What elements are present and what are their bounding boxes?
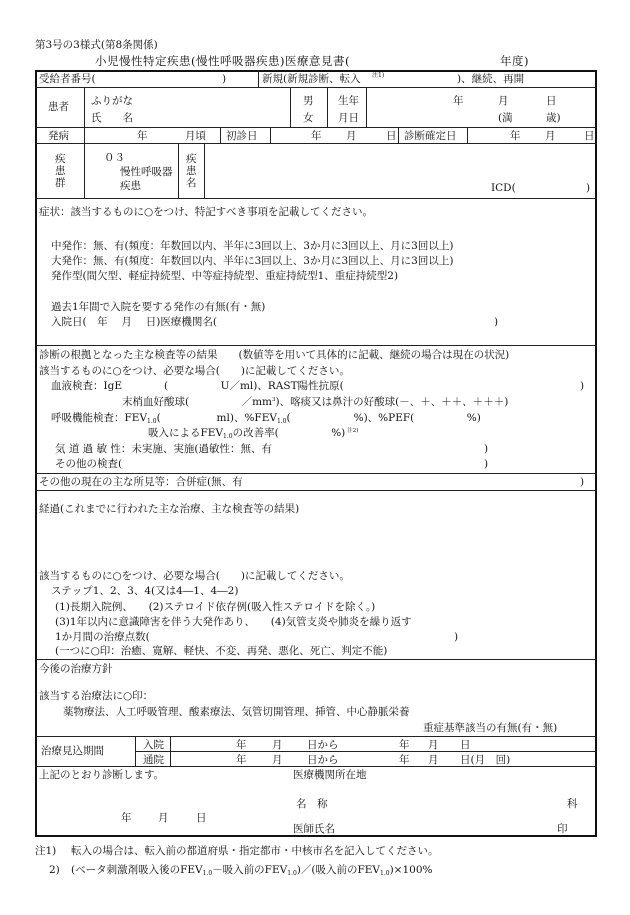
rule	[220, 127, 221, 143]
rule	[35, 736, 597, 737]
doctor-name-label: 医師氏名	[293, 823, 335, 835]
birth-month-unit: 月	[498, 95, 509, 107]
furigana-label: ふりがな	[91, 95, 133, 107]
outpatient-to-year: 年	[399, 754, 410, 766]
blood-test-close: )	[580, 380, 585, 392]
other-tests: その他の検査(	[55, 458, 123, 470]
first-visit-label: 初診日	[226, 130, 258, 142]
tests-instruction: 該当するものに○をつけ、必要な場合( )に記載してください。	[39, 365, 350, 377]
course-title: 経過(これまでに行われた主な治療、主な検査等の結果)	[39, 503, 300, 515]
patient-label: 患者	[48, 101, 69, 113]
birth-year-unit: 年	[453, 95, 464, 107]
inpatient-to-month: 月	[428, 739, 439, 751]
diagnosis-day: 日	[584, 130, 595, 142]
rule	[35, 490, 597, 491]
disease-group-name: 慢性呼吸器	[120, 166, 173, 178]
rule	[35, 659, 597, 660]
rule	[467, 127, 468, 143]
note1-text: 転入の場合は、転入前の都道府県・指定都市・中核市名を記入してください。	[71, 845, 439, 857]
onset-label: 発病	[48, 130, 69, 142]
rule	[290, 87, 291, 127]
outpatient-from-day: 日から	[307, 754, 339, 766]
treatment-step: ステップ1、2、3、4(又は4―1、4―2)	[51, 585, 239, 597]
rule	[135, 751, 597, 752]
disease-name-label: 名	[186, 177, 197, 189]
new-application-label: 新規(新規診断、転入	[262, 73, 361, 85]
rule	[135, 736, 136, 766]
disease-group-code: ０３	[104, 152, 125, 164]
course-item-3-4: (3)1年以内に意識障害を伴う大発作あり、 (4)気管支炎や肺炎を繰り返す	[55, 616, 412, 628]
seal-label: 印	[557, 823, 568, 835]
onset-year-unit: 年	[137, 130, 148, 142]
admission-date: 入院日( 年 月 日)医療機関名(	[51, 316, 217, 328]
rule	[35, 198, 597, 199]
outpatient-from-month: 月	[272, 754, 283, 766]
admission-close: )	[494, 316, 499, 328]
inpatient-from-month: 月	[272, 739, 283, 751]
outpatient-to-day-times: 日(月 回)	[460, 754, 511, 766]
course-instruction: 該当するものに○をつけ、必要な場合( )に記載してください。	[39, 570, 350, 582]
eosinophil-test: 末梢血好酸球( $/mm^3$)、喀痰又は鼻汁の好酸球(－、＋、＋＋、＋＋＋)	[122, 396, 509, 408]
severe-attack: 大発作：無、有(頻度：年数回以内、半年に3回以上、3か月に3回以上、月に3回以上)	[51, 255, 454, 267]
plan-methods-intro: 該当する治療法に○印：	[39, 690, 154, 702]
symptoms-intro: 症状：該当するものに○をつけ、特記すべき事項を記載してください。	[39, 206, 374, 218]
icd-close: )	[586, 182, 591, 194]
institution-address-label: 医療機関所在地	[293, 769, 367, 781]
moderate-attack: 中発作：無、有(頻度：年数回以内、半年に3回以上、3か月に3回以上、月に3回以上)	[51, 240, 454, 252]
rule	[270, 127, 271, 143]
disease-group-label: 群	[55, 177, 66, 189]
birth-day-unit: 日	[546, 95, 557, 107]
outpatient-label: 通院	[143, 754, 164, 766]
inhalation-improvement: 吸入による$FEV_{1.0}$の改善率( %) $^{注2)}$	[148, 427, 359, 440]
rule	[178, 143, 179, 198]
treatment-period-label: 治療見込期間	[41, 745, 104, 757]
institution-name-label: 名 称	[296, 798, 328, 810]
disease-group-label: 患	[55, 165, 66, 177]
rule	[35, 143, 597, 144]
other-findings-close: )	[580, 476, 585, 488]
continuation-options: )、継続、再開	[457, 73, 525, 85]
icd-label: ICD(	[491, 182, 516, 194]
outpatient-to-month: 月	[428, 754, 439, 766]
disease-name-label: 患	[186, 165, 197, 177]
rule	[35, 473, 597, 474]
airway-hypersensitivity: 気 道 過 敏 性：未実施、実施(過敏性：無、有	[55, 443, 272, 455]
age-close: 歳)	[546, 112, 561, 124]
first-visit-month: 月	[346, 130, 357, 142]
sex-male[interactable]: 男	[303, 95, 314, 107]
sex-female[interactable]: 女	[303, 112, 314, 124]
form-title-year: 年度)	[500, 54, 529, 68]
rule	[398, 127, 399, 143]
rule	[35, 766, 597, 767]
disease-group-name: 疾患	[120, 180, 141, 192]
form-id: 第3号の3様式(第8条関係)	[35, 39, 158, 51]
attack-pattern: 発作型(間欠型、軽症持続型、中等症持続型、重症持続型1、重症持続型2)	[51, 270, 399, 282]
sign-month: 月	[158, 812, 169, 824]
first-visit-year: 年	[311, 130, 322, 142]
diagnosis-date-label: 診断確定日	[404, 130, 457, 142]
recipient-number-label: 受給者番号(	[39, 73, 96, 85]
other-tests-close: )	[484, 458, 489, 470]
rule	[35, 127, 597, 128]
inpatient-to-year: 年	[399, 739, 410, 751]
rule	[84, 87, 85, 143]
other-findings: その他の現在の主な所見等：合併症(無、有	[39, 476, 243, 488]
treatment-points: 1か月間の治療点数(	[55, 631, 150, 643]
recipient-number-close: )	[222, 73, 227, 85]
age-open: (満	[498, 112, 513, 124]
outpatient-from-year: 年	[236, 754, 247, 766]
disease-group-label: 疾	[55, 153, 66, 165]
diagnosis-basis: 診断の根拠となった主な検査等の結果 (数値等を用いて具体的に記載、継続の場合は現在の状況)	[39, 349, 510, 361]
sign-year: 年	[121, 812, 132, 824]
rule	[170, 736, 171, 766]
rule	[35, 345, 597, 346]
diagnosis-month: 月	[545, 130, 556, 142]
inpatient-from-day: 日から	[307, 739, 339, 751]
note1-label: 注1)	[35, 845, 57, 857]
inpatient-label: 入院	[143, 739, 164, 751]
blood-test: 血液検査：IgE ( U／ml)、RAST陽性抗原(	[51, 380, 344, 392]
rule	[366, 87, 367, 127]
diagnosis-year: 年	[510, 130, 521, 142]
note1-ref: 注1)	[372, 72, 385, 79]
rule	[84, 143, 85, 198]
birthdate-label-1: 生年	[338, 95, 359, 107]
rule	[35, 87, 597, 88]
note2-label: 2)	[49, 864, 60, 876]
note2-formula: (ベータ刺激剤吸入後の$FEV_{1.0}-$吸入前の$FEV_{1.0})/$(吸入前の$FEV_{1.0})\times 100\%$	[71, 864, 433, 877]
treatment-points-close: )	[454, 631, 459, 643]
name-label: 氏 名	[91, 112, 133, 124]
first-visit-day: 日	[386, 130, 397, 142]
diagnosis-statement: 上記のとおり診断します。	[39, 769, 165, 781]
inpatient-to-day: 日	[460, 739, 471, 751]
rule	[258, 70, 259, 87]
disease-name-label: 疾	[186, 153, 197, 165]
form-title: 小児慢性特定疾患(慢性呼吸器疾患)医療意見書(	[95, 54, 350, 68]
onset-month-unit: 月頃	[185, 130, 206, 142]
severity-criteria: 重症基準該当の有無(有・無)	[423, 722, 558, 734]
plan-title: 今後の治療方針	[39, 663, 113, 675]
respiratory-test: 呼吸機能検査：$FEV_{1.0}$( ml)、$\%FEV_{1.0}$( %)、%PEF( %)	[51, 412, 481, 425]
rule	[327, 87, 328, 127]
treatment-outcome: (一つに○印：治癒、寛解、軽快、不変、再発、悪化、死亡、判定不能)	[55, 645, 388, 657]
birthdate-label-2: 月日	[338, 112, 359, 124]
department-label: 科	[567, 798, 578, 810]
course-item-1-2: (1)長期入院例、 (2)ステロイド依存例(吸入性ステロイドを除く。)	[55, 601, 376, 613]
inpatient-from-year: 年	[236, 739, 247, 751]
airway-close: )	[484, 443, 489, 455]
sign-day: 日	[196, 812, 207, 824]
rule	[204, 143, 205, 198]
admission-question: 過去1年間で入院を要する発作の有無(有・無)	[51, 301, 266, 313]
plan-methods: 薬物療法、人工呼吸管理、酸素療法、気管切開管理、挿管、中心静脈栄養	[63, 706, 410, 718]
